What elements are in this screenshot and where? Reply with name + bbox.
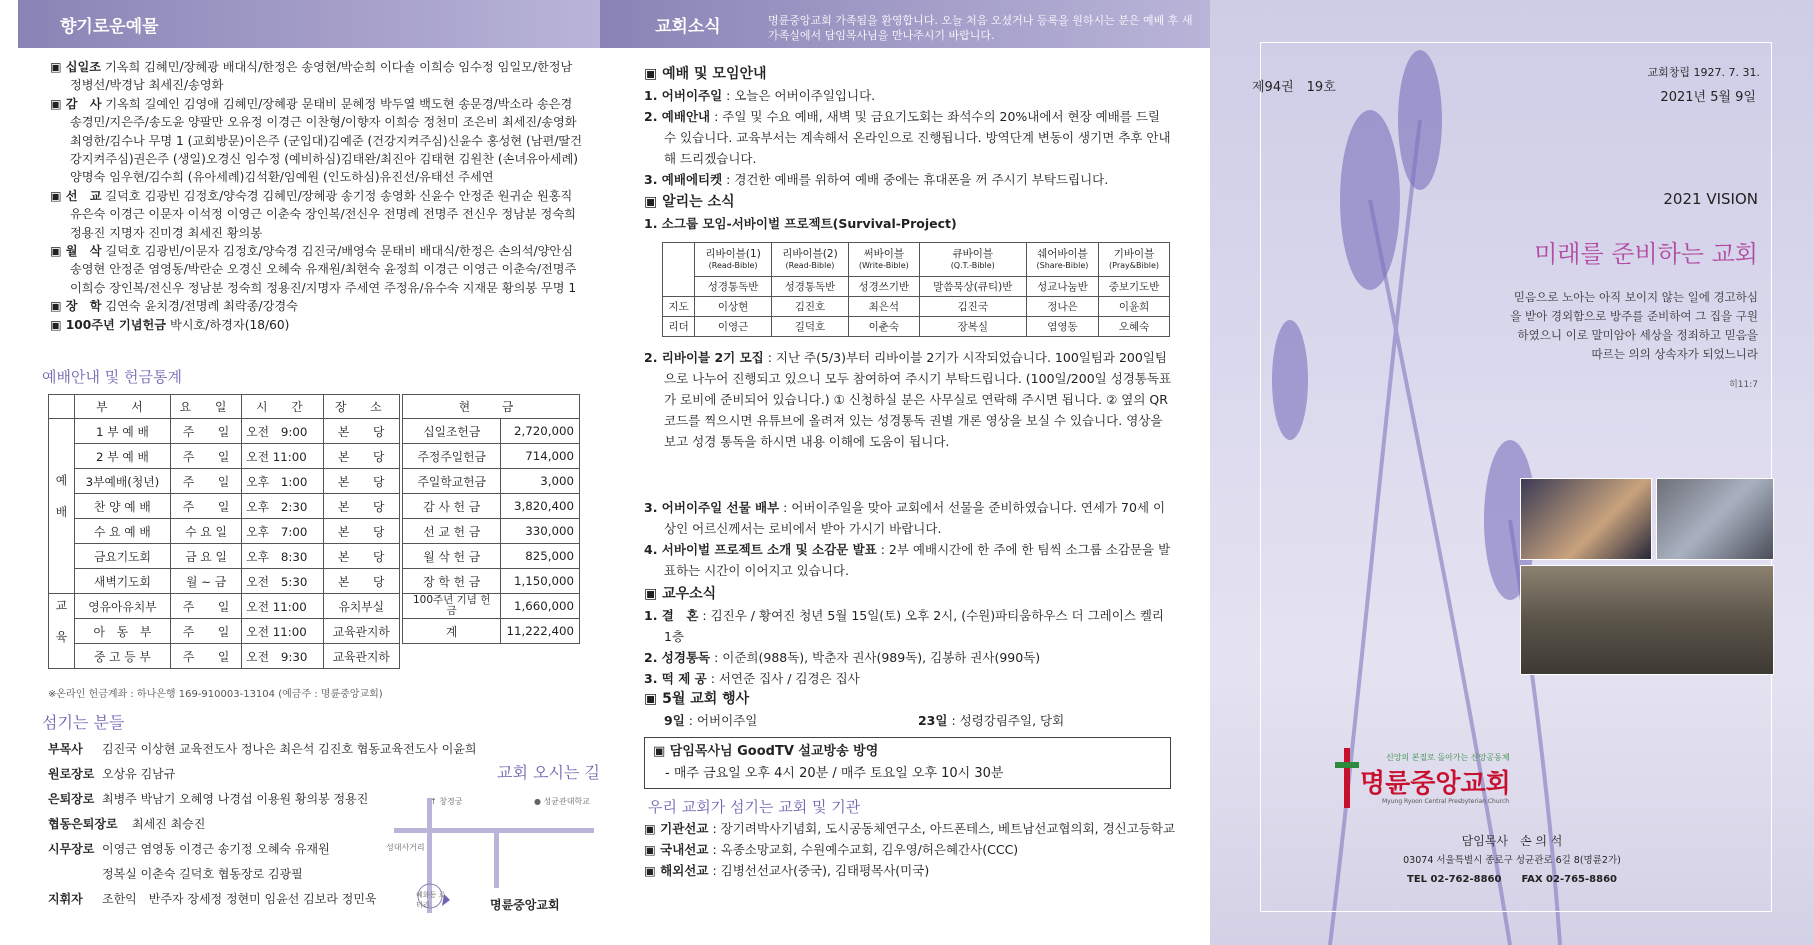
news-panel [600, 0, 1210, 945]
project-desc: 중보기도반 [1099, 277, 1170, 297]
money-label: 월 삭 헌 금 [403, 544, 501, 569]
worship-cell: 오전 5:30 [242, 569, 323, 594]
group-label: 교육 [49, 594, 75, 669]
news-item: 2. 예배안내 : 주일 및 수요 예배, 새벽 및 금요기도회는 좌석수의 20%내에서 현장 예배를 드릴 수 있습니다. 교육부서는 계속해서 온라인으로 진행됩니다. 방역단계 변동이 생기면 추후 안내해 드리겠습니다. [644, 109, 1171, 166]
account-note: ※온라인 헌금계좌 : 하나은행 169-910003-13104 (예금주 : 명륜중앙교회) [48, 689, 383, 700]
photo-congregation [1656, 478, 1774, 560]
worship-cell: 수 요 예 배 [75, 519, 171, 544]
money-label: 100주년 기념 헌 금 [403, 594, 501, 619]
offering-item: ▣ 선 교 길덕호 김광빈 김정호/양숙경 김혜민/장혜광 송기정 송영화 신윤수 안정준 원귀순 원홍직 유은숙 이경근 이문자 이석정 이영근 이춘숙 장인복/전신우 전명례 전명주 전신우 정남분 정숙희 정용진 지명자 진미경 최세진 황의봉 [50, 188, 576, 240]
col-time: 시 간 [242, 395, 323, 419]
worship-cell: 본 당 [323, 544, 400, 569]
worship-cell: 찬 양 예 배 [75, 494, 171, 519]
worship-row [49, 494, 400, 519]
worship-cell: 오전 11:00 [242, 619, 323, 644]
project-head: 리바이블(1) (Read-Bible) [695, 243, 772, 277]
project-cell: 최은석 [848, 297, 919, 317]
offering-item: ▣ 십일조 기옥희 김혜민/장혜광 배대식/한정은 송영현/박순희 이다솔 이희승 임수정 임일모/한정남 정병선/박경남 최세진/송영화 [50, 60, 573, 93]
worship-cell: 새벽기도회 [75, 569, 171, 594]
project-cell: 길덕호 [772, 317, 849, 337]
founded-label: 교회창립 1927. 7. 31. [1647, 66, 1760, 79]
news-item: ▣ 해외선교 : 김병선선교사(중국), 김태평목사(미국) [644, 863, 930, 878]
staff-row: 지휘자 조한익 반주자 장세정 정현미 임윤선 김보라 정민욱 [48, 892, 377, 906]
news-item: 2. 리바이블 2기 모집 : 지난 주(5/3)부터 리바이블 2기가 시작되었습니다. 100일팀과 200일팀으로 나누어 진행되고 있으니 모두 참여하여 주시기 부탁드립니다. (100일/200일 성경통독표가 로비에 준비되어 있습니다.) ① 신청하실 분은 사무실로 연락해 주시면 됩니다. ② 옆의 QR코드를 찍으시면 유튜브에 올려져 있는 성경통독 권별 개론 영상을 보실 수 있습니다. 영상을 보고 성경 통독을 하시면 내용 이해에 도움이 됩니다. [644, 350, 1172, 449]
worship-cell: 3부예배(청년) [75, 469, 171, 494]
worship-row [49, 469, 400, 494]
map-label-cross: 성대사거리 [386, 843, 425, 852]
sec-members: ▣ 교우소식 [644, 586, 717, 602]
worship-row [49, 569, 400, 594]
offering-item: ▣ 장 학 김연숙 윤치경/전명례 최락종/강경숙 [50, 299, 298, 314]
photo-sanctuary [1520, 565, 1774, 675]
money-label: 계 [403, 619, 501, 644]
worship-row [49, 644, 400, 669]
slogan: 미래를 준비하는 교회 [1534, 240, 1758, 268]
worship-table [48, 394, 400, 669]
project-cell: 염영동 [1026, 317, 1098, 337]
offering-item: ▣ 100주년 기념헌금 박시호/하경자(18/60) [50, 317, 290, 332]
money-amount: 3,820,400 [501, 494, 580, 519]
goodtv-box [644, 737, 1171, 789]
photo-pastor [1520, 478, 1652, 560]
map-label-rotary: 혜화동 로터리 [416, 891, 446, 909]
project-row [663, 297, 1170, 317]
worship-cell: 본 당 [323, 519, 400, 544]
vision-label: 2021 VISION [1663, 190, 1758, 208]
offerings-list [36, 58, 584, 334]
project-desc-row [663, 277, 1170, 297]
news-body [644, 64, 1174, 234]
money-label: 장 학 헌 금 [403, 569, 501, 594]
map-label-church: 명륜중앙교회 [490, 898, 560, 912]
money-row [403, 469, 580, 494]
worship-cell: 오후 8:30 [242, 544, 323, 569]
staff-row: 원로장로 오상유 김남규 [48, 767, 176, 781]
worship-items [644, 85, 1174, 190]
staff-row: 정복실 이춘숙 길덕호 협동장로 김광필 [102, 867, 303, 881]
worship-cell: 교육관지하 [323, 619, 400, 644]
offering-item: ▣ 월 삭 길덕호 김광빈/이문자 김정호/양숙경 김진국/배영숙 문태비 배대식/한정은 손의석/양안심 송영현 안정준 염영동/박란순 오경신 오혜숙 유재원/최현숙 윤정희 이경근 이영근 이춘숙/전명주 이희승 장인복/전신우 정남분 정숙희 정용진/지명자 주세연 주정유/유수숙 지재문 황의봉 무명 1 [50, 244, 577, 295]
project-desc: 성교나눔반 [1026, 277, 1098, 297]
worship-row [49, 594, 400, 619]
project-head: 리바이블(2) (Read-Bible) [772, 243, 849, 277]
event-2: 23일 : 성령강림주일, 당회 [917, 713, 1065, 728]
worship-cell: 주 일 [170, 494, 241, 519]
worship-row [49, 619, 400, 644]
volume-label: 제94권 19호 [1252, 80, 1336, 95]
news-item: ▣ 기관선교 : 장기려박사기념회, 도시공동체연구소, 아드폰테스, 베트남선교협의회, 경신고등학교 [644, 821, 1176, 836]
worship-cell: 영유아유치부 [75, 594, 171, 619]
project-head: 써바이블 (Write-Bible) [848, 243, 919, 277]
worship-cell: 주 일 [170, 644, 241, 669]
goodtv-title: ▣ 담임목사님 GoodTV 설교방송 방영 [653, 744, 879, 759]
money-amount: 825,000 [501, 544, 580, 569]
worship-cell: 아 동 부 [75, 619, 171, 644]
project-cell: 이춘숙 [848, 317, 919, 337]
worship-cell: 수 요 일 [170, 519, 241, 544]
address: 03074 서울특별시 종로구 성균관로 6길 8(명륜2가) [1403, 855, 1621, 866]
project-title: 1. 소그룹 모임-서바이벌 프로젝트(Survival-Project) [644, 216, 957, 231]
money-row [403, 519, 580, 544]
news-item: 1. 어버이주일 : 오늘은 어버이주일입니다. [644, 88, 876, 103]
news-item: 4. 서바이벌 프로젝트 소개 및 소감문 발표 : 2부 예배시간에 한 주에 한 팀씩 소그룹 소감문을 발표하는 시간이 이어지고 있습니다. [644, 542, 1171, 578]
offerings-header-bar [18, 0, 600, 48]
worship-cell: 금요기도회 [75, 544, 171, 569]
news-item: 3. 어버이주일 선물 배부 : 어버이주일을 맞아 교회에서 선물을 준비하였습니다. 연세가 70세 이상인 어르신께서는 로비에서 받아 가시기 바랍니다. [644, 500, 1166, 536]
verse-ref: 히11:7 [1729, 380, 1758, 390]
worship-row [49, 519, 400, 544]
sec-news: ▣ 알리는 소식 [644, 194, 735, 210]
worship-cell: 오전 9:30 [242, 644, 323, 669]
cover-panel [1210, 0, 1814, 945]
institutions-list [644, 818, 1184, 881]
worship-cell: 주 일 [170, 619, 241, 644]
map-label-univ: ● 성균관대학교 [534, 797, 590, 806]
project-desc: 성경쓰기반 [848, 277, 919, 297]
project-head: 쉐어바이블 (Share-Bible) [1026, 243, 1098, 277]
offering-stats-table [402, 394, 580, 644]
worship-cell: 중 고 등 부 [75, 644, 171, 669]
worship-cell: 본 당 [323, 419, 400, 444]
map-label-palace: ↑ 창경궁 [430, 797, 463, 806]
welcome-text: 명륜중앙교회 가족됨을 환영합니다. 오늘 처음 오셨거나 등록을 원하시는 분은 예배 후 새가족실에서 담임목사님을 만나주시기 바랍니다. [768, 14, 1193, 42]
worship-cell: 월 ~ 금 [170, 569, 241, 594]
church-name: 명륜중앙교회 [1360, 769, 1511, 799]
church-name-en: Myung Ryoon Central Presbyterian Church [1382, 798, 1510, 805]
project-cell: 김진호 [772, 297, 849, 317]
money-amount: 714,000 [501, 444, 580, 469]
news-item: ▣ 국내선교 : 옥종소망교회, 수원예수교회, 김우영/허은혜간사(CCC) [644, 842, 1019, 857]
worship-cell: 금 요 일 [170, 544, 241, 569]
money-row [403, 444, 580, 469]
worship-header-row [49, 395, 400, 419]
news-title: 교회소식 [655, 17, 721, 37]
sec-worship: ▣ 예배 및 모임안내 [644, 66, 767, 82]
worship-cell: 본 당 [323, 444, 400, 469]
project-row [663, 317, 1170, 337]
worship-cell: 오전 11:00 [242, 444, 323, 469]
money-label: 선 교 헌 금 [403, 519, 501, 544]
money-row [403, 594, 580, 619]
project-cell: 정나은 [1026, 297, 1098, 317]
staff-row: 시무장로 이영근 염영동 이경근 송기정 오혜숙 유재원 [48, 842, 330, 856]
news-items-b [644, 497, 1174, 733]
staff-title: 섬기는 분들 [42, 713, 125, 732]
project-cell: 오혜숙 [1099, 317, 1170, 337]
worship-cell: 주 일 [170, 469, 241, 494]
money-amount: 3,000 [501, 469, 580, 494]
goodtv-text: - 매주 금요일 오후 4시 20분 / 매주 토요일 오후 10시 30분 [665, 766, 1004, 781]
col-place: 장 소 [323, 395, 400, 419]
worship-cell: 주 일 [170, 594, 241, 619]
church-map [382, 760, 602, 920]
staff-row: 부목사 김진국 이상현 교육전도사 정나은 최은석 김진호 협동교육전도사 이윤희 [48, 742, 477, 756]
project-cell: 이영근 [695, 317, 772, 337]
money-row [403, 494, 580, 519]
worship-cell: 유치부실 [323, 594, 400, 619]
project-cell: 리더 [663, 317, 695, 337]
offering-item: ▣ 감 사 기옥희 길예인 김영애 김혜민/장혜광 문태비 문혜정 박두열 백도현 송문경/박소라 송은경 송경민/지은주/송도윤 양팔만 오유정 이경근 이찬형/이향자 이희승 정천미 조은비 최세진/송영화 최영한/김수나 무명 1 (교회방문)이은주 (군입대)김예준 (건강지켜주심)신윤수 홍성현 (남편/딸건강지켜주심)권은주 (생일)오경신 임수정 (예비하심)김태완/최진아 김태현 김원찬 (손녀유아세례)양명숙 임우현/김수희 (유아세례)김석환/임예원 (인도하심)유진선/유태선 주세연 [50, 96, 582, 185]
money-row [403, 419, 580, 444]
money-label: 주일학교헌금 [403, 469, 501, 494]
worship-cell: 주 일 [170, 419, 241, 444]
church-motto: 신앙의 본질로 돌아가는 신앙공동체 [1386, 753, 1510, 762]
worship-cell: 본 당 [323, 469, 400, 494]
news-header-bar [600, 0, 1210, 48]
money-label: 감 사 헌 금 [403, 494, 501, 519]
project-head-row [663, 243, 1170, 277]
news-item: 3. 예배에티켓 : 경건한 예배를 위하여 예배 중에는 휴대폰을 꺼 주시기 부탁드립니다. [644, 172, 1109, 187]
worship-cell: 1 부 예 배 [75, 419, 171, 444]
staff-row: 협동은퇴장로 최세진 최승진 [48, 817, 206, 831]
offerings-panel [0, 0, 600, 945]
worship-cell: 오후 7:00 [242, 519, 323, 544]
project-table [662, 242, 1170, 337]
project-cell: 이윤희 [1099, 297, 1170, 317]
stats-title: 예배안내 및 헌금통계 [42, 368, 182, 386]
news-item: 1. 결 혼 : 김진우 / 황여진 청년 5월 15일(토) 오후 2시, (수원)파티움하우스 더 그레이스 켈리 1층 [644, 608, 1164, 644]
sec-events: ▣ 5월 교회 행사 [644, 691, 750, 707]
money-amount: 11,222,400 [501, 619, 580, 644]
pastor-name: 담임목사 손 의 석 [1461, 834, 1563, 848]
news-item: 3. 떡 제 공 : 서연준 집사 / 김경은 집사 [644, 671, 860, 686]
events-row [644, 710, 1174, 733]
date-label: 2021년 5월 9일 [1660, 90, 1756, 105]
worship-cell: 오후 2:30 [242, 494, 323, 519]
money-amount: 1,150,000 [501, 569, 580, 594]
institutions-title: 우리 교회가 섬기는 교회 및 기관 [648, 798, 861, 816]
project-head: 큐바이블 (Q.T.-Bible) [919, 243, 1026, 277]
worship-cell: 교육관지하 [323, 644, 400, 669]
worship-cell: 2 부 예 배 [75, 444, 171, 469]
map-title: 교회 오시는 길 [497, 763, 600, 782]
project-desc: 성경통독반 [695, 277, 772, 297]
worship-row [49, 544, 400, 569]
news-items-a [644, 347, 1172, 452]
worship-cell: 본 당 [323, 569, 400, 594]
group-label: 예배 [49, 419, 75, 594]
worship-row [49, 444, 400, 469]
event-1: 9일 : 어버이주일 [664, 713, 758, 728]
money-label: 주정주일헌금 [403, 444, 501, 469]
worship-cell: 본 당 [323, 494, 400, 519]
col-dept: 부 서 [75, 395, 171, 419]
news-item: 2. 성경통독 : 이준희(988독), 박춘자 권사(989독), 김봉하 권사(990독) [644, 650, 1041, 665]
worship-cell: 오전 11:00 [242, 594, 323, 619]
col-day: 요 일 [170, 395, 241, 419]
money-amount: 2,720,000 [501, 419, 580, 444]
project-cell: 김진국 [919, 297, 1026, 317]
money-header: 현 금 [403, 395, 580, 419]
project-desc: 말씀묵상(큐티)반 [919, 277, 1026, 297]
worship-cell: 주 일 [170, 444, 241, 469]
money-label: 십일조헌금 [403, 419, 501, 444]
staff-row: 은퇴장로 최병주 박남기 오혜영 나경섭 이용원 황의봉 정용진 [48, 792, 369, 806]
money-row [403, 569, 580, 594]
money-amount: 1,660,000 [501, 594, 580, 619]
verse: 믿음으로 노아는 아직 보이지 않는 일에 경고하심을 받아 경외함으로 방주를 준비하여 그 집을 구원하였으니 이로 말미암아 세상을 정죄하고 믿음을 따르는 의의 상속자가 되었느니라 [1510, 290, 1758, 361]
worship-cell: 오후 1:00 [242, 469, 323, 494]
tel-fax: TEL 02-762-8860 FAX 02-765-8860 [1407, 874, 1617, 885]
project-cell: 지도 [663, 297, 695, 317]
project-desc: 성경통독반 [772, 277, 849, 297]
offerings-title: 향기로운예물 [60, 17, 159, 37]
project-cell: 이상현 [695, 297, 772, 317]
money-row [403, 544, 580, 569]
worship-cell: 오전 9:00 [242, 419, 323, 444]
cross-logo-icon [1335, 748, 1359, 808]
worship-row [49, 419, 400, 444]
project-cell: 장복실 [919, 317, 1026, 337]
money-row [403, 619, 580, 644]
project-head: 기바이블 (Pray&Bible) [1099, 243, 1170, 277]
money-amount: 330,000 [501, 519, 580, 544]
